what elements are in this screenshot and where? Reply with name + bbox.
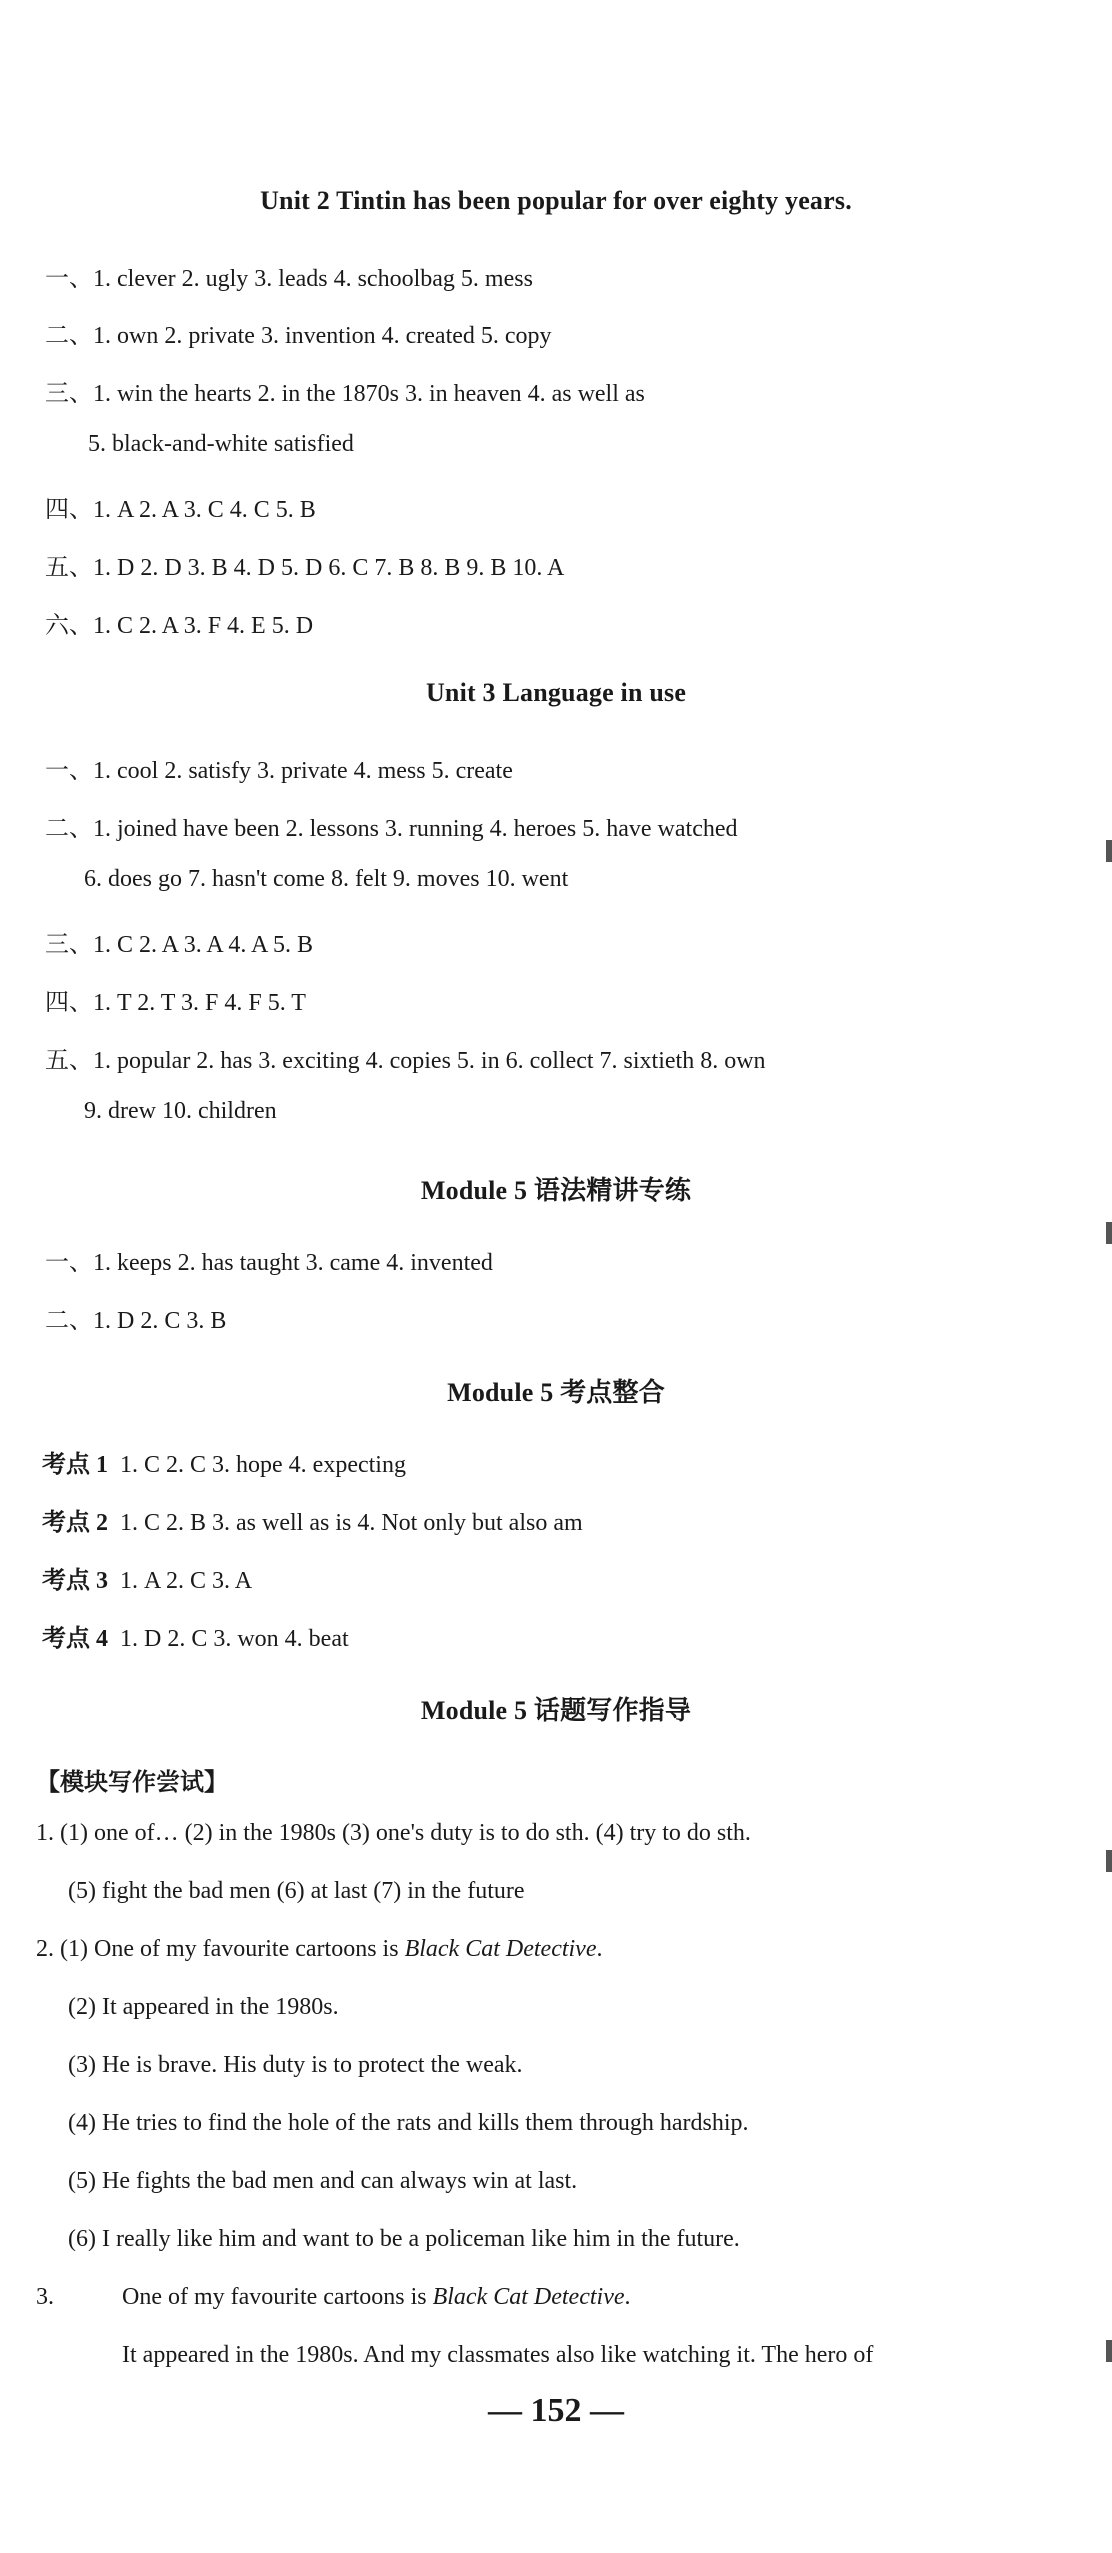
edge-mark bbox=[1106, 1222, 1112, 1244]
grammar-line-1: 一、1. keeps 2. has taught 3. came 4. invented bbox=[45, 1250, 493, 1276]
point-2 bbox=[42, 1502, 583, 1537]
unit2-line-4: 5. black-and-white satisfied bbox=[88, 431, 354, 457]
writing-q2-line2: (2) It appeared in the 1980s. bbox=[68, 1994, 339, 2020]
grammar-heading: Module 5 语法精讲专练 bbox=[420, 1176, 692, 1205]
unit2-line-1: 一、1. clever 2. ugly 3. leads 4. schoolbag 5. mess bbox=[45, 266, 533, 292]
point-4 bbox=[42, 1618, 349, 1653]
unit2-line-2: 二、1. own 2. private 3. invention 4. created 5. copy bbox=[45, 323, 552, 349]
writing-q1-line2: (5) fight the bad men (6) at last (7) in the future bbox=[68, 1878, 525, 1904]
point-1 bbox=[42, 1444, 406, 1479]
point-label: 考点 3 bbox=[42, 1568, 108, 1594]
unit2-line-5: 四、1. A 2. A 3. C 4. C 5. B bbox=[45, 497, 316, 523]
unit2-line-6: 五、1. D 2. D 3. B 4. D 5. D 6. C 7. B 8. B 9. B 10. A bbox=[45, 555, 565, 581]
q2-suffix: . bbox=[596, 1936, 603, 1962]
edge-mark bbox=[1106, 840, 1112, 862]
q3-title: Black Cat Detective bbox=[432, 2284, 625, 2310]
writing-heading: Module 5 话题写作指导 bbox=[420, 1696, 692, 1725]
edge-mark bbox=[1106, 2340, 1112, 2362]
grammar-line-2: 二、1. D 2. C 3. B bbox=[45, 1308, 227, 1334]
unit3-line-1: 一、1. cool 2. satisfy 3. private 4. mess 5. create bbox=[45, 758, 513, 784]
point-label: 考点 2 bbox=[42, 1510, 108, 1536]
q3-prefix: One of my favourite cartoons is bbox=[122, 2284, 433, 2310]
point-label: 考点 4 bbox=[42, 1626, 108, 1652]
unit2-line-7: 六、1. C 2. A 3. F 4. E 5. D bbox=[45, 613, 314, 639]
page-number: — 152 — bbox=[488, 2392, 624, 2429]
point-answers: 1. A 2. C 3. A bbox=[120, 1568, 253, 1594]
writing-q3-number: 3. bbox=[36, 2284, 54, 2310]
writing-q2-line3: (3) He is brave. His duty is to protect the weak. bbox=[68, 2052, 523, 2078]
unit3-line-4: 三、1. C 2. A 3. A 4. A 5. B bbox=[45, 932, 314, 958]
point-label: 考点 1 bbox=[42, 1452, 108, 1478]
unit3-line-5: 四、1. T 2. T 3. F 4. F 5. T bbox=[45, 990, 306, 1016]
writing-q3-line2: It appeared in the 1980s. And my classmates also like watching it. The hero of bbox=[122, 2342, 874, 2368]
writing-q2-line5: (5) He fights the bad men and can always win at last. bbox=[68, 2168, 578, 2194]
q2-prefix: 2. (1) One of my favourite cartoons is bbox=[36, 1936, 405, 1962]
unit2-heading: Unit 2 Tintin has been popular for over eighty years. bbox=[260, 186, 852, 215]
writing-q1-line1: 1. (1) one of… (2) in the 1980s (3) one's duty is to do sth. (4) try to do sth. bbox=[36, 1820, 751, 1846]
unit3-line-6: 五、1. popular 2. has 3. exciting 4. copies 5. in 6. collect 7. sixtieth 8. own bbox=[45, 1048, 766, 1074]
point-answers: 1. C 2. B 3. as well as is 4. Not only but also am bbox=[120, 1510, 583, 1536]
q3-suffix: . bbox=[624, 2284, 631, 2310]
point-answers: 1. D 2. C 3. won 4. beat bbox=[120, 1626, 349, 1652]
q2-title: Black Cat Detective bbox=[404, 1936, 597, 1962]
writing-q2-line4: (4) He tries to find the hole of the rats and kills them through hardship. bbox=[68, 2110, 749, 2136]
writing-q3-line1 bbox=[122, 2284, 631, 2311]
points-heading: Module 5 考点整合 bbox=[447, 1378, 665, 1407]
unit2-line-3: 三、1. win the hearts 2. in the 1870s 3. in heaven 4. as well as bbox=[45, 381, 645, 407]
unit3-line-7: 9. drew 10. children bbox=[84, 1098, 277, 1124]
unit3-line-2: 二、1. joined have been 2. lessons 3. running 4. heroes 5. have watched bbox=[45, 816, 738, 842]
writing-section-label: 【模块写作尝试】 bbox=[36, 1770, 228, 1796]
writing-q2-line1 bbox=[36, 1936, 602, 1963]
writing-q2-line6: (6) I really like him and want to be a policeman like him in the future. bbox=[68, 2226, 740, 2252]
edge-mark bbox=[1106, 1850, 1112, 1872]
point-answers: 1. C 2. C 3. hope 4. expecting bbox=[120, 1452, 406, 1478]
point-3 bbox=[42, 1560, 252, 1595]
unit3-line-3: 6. does go 7. hasn't come 8. felt 9. moves 10. went bbox=[84, 866, 569, 892]
unit3-heading: Unit 3 Language in use bbox=[425, 678, 687, 707]
